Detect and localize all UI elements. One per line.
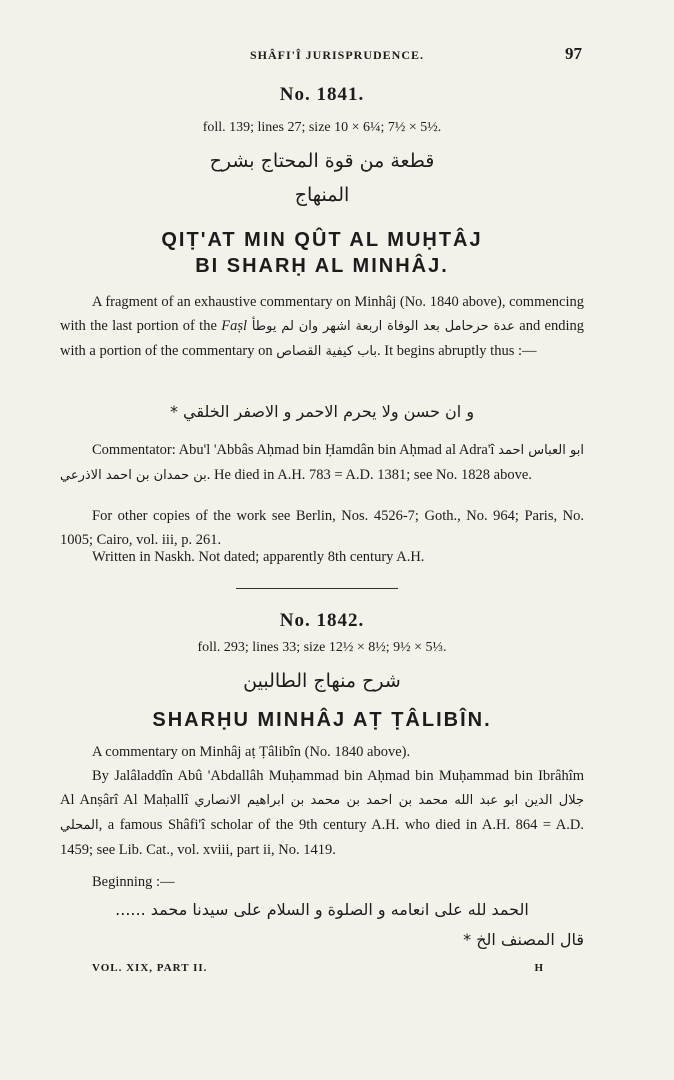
script-paragraph	[60, 545, 584, 569]
author-text: By Jalâladdîn Abû 'Abdallâh Muḥammad bin Aḥmad bin Muḥammad bin Ibrâhîm Al Anṣârî Al Maḥallî	[60, 768, 584, 808]
entry-number: No. 1841.	[279, 84, 365, 105]
fasl-term: Faṣl	[221, 318, 247, 334]
arabic-title: قطعة من قوة المحتاج بشرح	[209, 150, 435, 172]
page-footer	[92, 962, 544, 974]
incipit: و ان حسن ولا يحرم الاحمر و الاصفر الخلقي *	[169, 402, 475, 421]
entry-meta: foll. 293; lines 33; size 12½ × 8½; 9½ × 5⅓.	[197, 640, 447, 655]
description-text: . It begins abruptly thus :—	[377, 343, 537, 359]
arabic-title: شرح منهاج الطالبين	[243, 670, 401, 692]
script-text: Written in Naskh. Not dated; apparently 8th century A.H.	[92, 549, 425, 565]
author-paragraph	[60, 764, 584, 862]
beginning-label	[60, 870, 584, 894]
commentator-text: . He died in A.H. 783 = A.D. 1381; see No. 1828 above.	[206, 467, 532, 483]
description-paragraph	[60, 290, 584, 364]
entry-meta: foll. 139; lines 27; size 10 × 6¼; 7½ × 5½.	[202, 120, 442, 135]
arabic-name: ابو العباس احمد بن حمدان بن احمد الاذرعي	[60, 443, 584, 483]
latin-title: SHARḤU MINHÂJ AṬ ṬÂLIBÎN.	[152, 709, 492, 731]
latin-title-cont: BI SHARḤ AL MINHÂJ.	[195, 255, 449, 277]
arabic-quote: باب كيفية القصاص	[276, 344, 378, 359]
arabic-title-cont: المنهاج	[294, 184, 350, 206]
arabic-quote: الوفاة اربعة اشهر وان لم يوطأ	[251, 319, 419, 334]
description-text: A fragment of an exhaustive commentary on Minhâj (No. 1840 above), commencing with the last portion of the	[60, 294, 584, 334]
latin-title: QIṬ'AT MIN QÛT AL MUḤTÂJ	[161, 229, 483, 251]
incipit: الحمد لله على انعامه و الصلوة و السلام على سيدنا محمد ......	[115, 900, 529, 919]
copies-text: For other copies of the work see Berlin, Nos. 4526-7; Goth., No. 964; Paris, No. 1005; Cairo, vol. iii, p. 261.	[60, 508, 584, 548]
description-text: A commentary on Minhâj aṭ Ṭâlibîn (No. 1840 above).	[92, 744, 411, 760]
commentator-text: Commentator: Abu'l 'Abbâs Aḥmad bin Ḥamdân bin Aḥmad al Adra'î	[92, 442, 499, 458]
volume-signature: VOL. XIX, PART II.	[92, 962, 208, 974]
author-text: , a famous Shâfi'î scholar of the 9th century A.H. who died in A.H. 864 = A.D. 1459; see Lib. Cat., vol. xviii, part ii, No. 1419.	[60, 817, 584, 858]
incipit-cont: قال المصنف الخ *	[463, 930, 584, 949]
entry-number: No. 1842.	[279, 610, 365, 631]
running-title: SHÂFI'Î JURISPRUDENCE.	[249, 48, 425, 62]
section-divider	[236, 588, 398, 589]
description-paragraph	[60, 740, 584, 764]
page-number: 97	[565, 44, 582, 63]
description-text: and ending with a portion of the commentary on	[60, 318, 584, 359]
commentator-paragraph	[60, 438, 584, 488]
signature-mark: H	[534, 962, 544, 974]
arabic-name: جلال الدين ابو عبد الله محمد بن احمد بن محمد بن ابراهيم الانصاري المحلي	[60, 793, 584, 833]
beginning-text: Beginning :—	[92, 874, 175, 890]
arabic-quote: عدة حرحامل بعد	[247, 319, 515, 334]
